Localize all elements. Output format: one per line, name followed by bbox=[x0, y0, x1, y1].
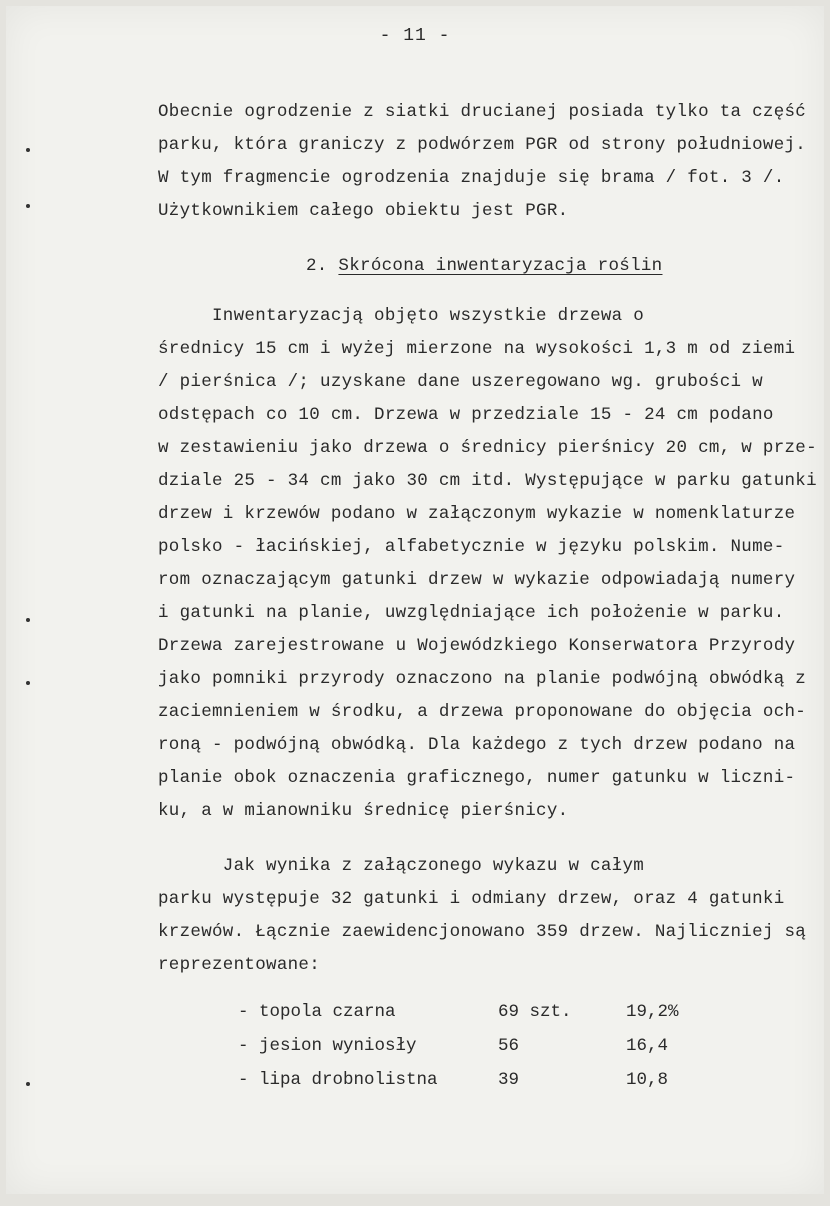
species-percent: 19,2% bbox=[626, 1002, 679, 1022]
para2-line: Inwentaryzacją objęto wszystkie drzewa o bbox=[158, 306, 645, 326]
species-percent: 16,4 bbox=[626, 1036, 669, 1056]
species-name: - topola czarna bbox=[238, 1002, 396, 1022]
para1-line: Użytkownikiem całego obiektu jest PGR. bbox=[158, 201, 569, 221]
para2-line: jako pomniki przyrody oznaczono na planie podwójną obwódką z bbox=[158, 669, 807, 689]
species-count: 56 bbox=[498, 1036, 520, 1056]
species-percent: 10,8 bbox=[626, 1070, 669, 1090]
species-name: - lipa drobnolistna bbox=[238, 1070, 438, 1090]
margin-mark bbox=[26, 148, 30, 152]
section-heading bbox=[306, 256, 662, 276]
para2-line: zaciemnieniem w środku, a drzewa proponowane do objęcia och- bbox=[158, 702, 807, 722]
para2-line: roną - podwójną obwódką. Dla każdego z tych drzew podano na bbox=[158, 735, 796, 755]
margin-mark bbox=[26, 681, 30, 685]
para2-line: / pierśnica /; uzyskane dane uszeregowano wg. grubości w bbox=[158, 372, 763, 392]
para2-line: planie obok oznaczenia graficznego, numer gatunku w liczni- bbox=[158, 768, 796, 788]
margin-mark bbox=[26, 204, 30, 208]
para2-line: Drzewa zarejestrowane u Wojewódzkiego Konserwatora Przyrody bbox=[158, 636, 796, 656]
margin-mark bbox=[26, 1082, 30, 1086]
section-title: Skrócona inwentaryzacja roślin bbox=[338, 256, 663, 276]
para1-line: Obecnie ogrodzenie z siatki drucianej posiada tylko ta część bbox=[158, 102, 807, 122]
para2-line: i gatunki na planie, uwzględniające ich położenie w parku. bbox=[158, 603, 785, 623]
para3-line: parku występuje 32 gatunki i odmiany drzew, oraz 4 gatunki bbox=[158, 889, 785, 909]
species-count: 39 bbox=[498, 1070, 520, 1090]
para3-line: Jak wynika z załączonego wykazu w całym bbox=[158, 856, 645, 876]
para3-line: reprezentowane: bbox=[158, 955, 321, 975]
para2-line: rom oznaczającym gatunki drzew w wykazie odpowiadają numery bbox=[158, 570, 796, 590]
species-count: 69 szt. bbox=[498, 1002, 572, 1022]
para2-line: dziale 25 - 34 cm jako 30 cm itd. Występujące w parku gatunki bbox=[158, 471, 817, 491]
document-page bbox=[6, 6, 824, 1194]
para1-line: parku, która graniczy z podwórzem PGR od strony południowej. bbox=[158, 135, 807, 155]
para2-line: odstępach co 10 cm. Drzewa w przedziale 15 - 24 cm podano bbox=[158, 405, 774, 425]
para2-line: w zestawieniu jako drzewa o średnicy pierśnicy 20 cm, w prze- bbox=[158, 438, 817, 458]
para2-line: polsko - łacińskiej, alfabetycznie w języku polskim. Nume- bbox=[158, 537, 785, 557]
para2-line: ku, a w mianowniku średnicę pierśnicy. bbox=[158, 801, 569, 821]
para3-line: krzewów. Łącznie zaewidencjonowano 359 drzew. Najliczniej są bbox=[158, 922, 807, 942]
section-number: 2. bbox=[306, 256, 328, 276]
page-number: - 11 - bbox=[379, 26, 451, 46]
species-name: - jesion wyniosły bbox=[238, 1036, 417, 1056]
para2-line: średnicy 15 cm i wyżej mierzone na wysokości 1,3 m od ziemi bbox=[158, 339, 796, 359]
para1-line: W tym fragmencie ogrodzenia znajduje się brama / fot. 3 /. bbox=[158, 168, 785, 188]
para2-line: drzew i krzewów podano w załączonym wykazie w nomenklaturze bbox=[158, 504, 796, 524]
margin-mark bbox=[26, 618, 30, 622]
